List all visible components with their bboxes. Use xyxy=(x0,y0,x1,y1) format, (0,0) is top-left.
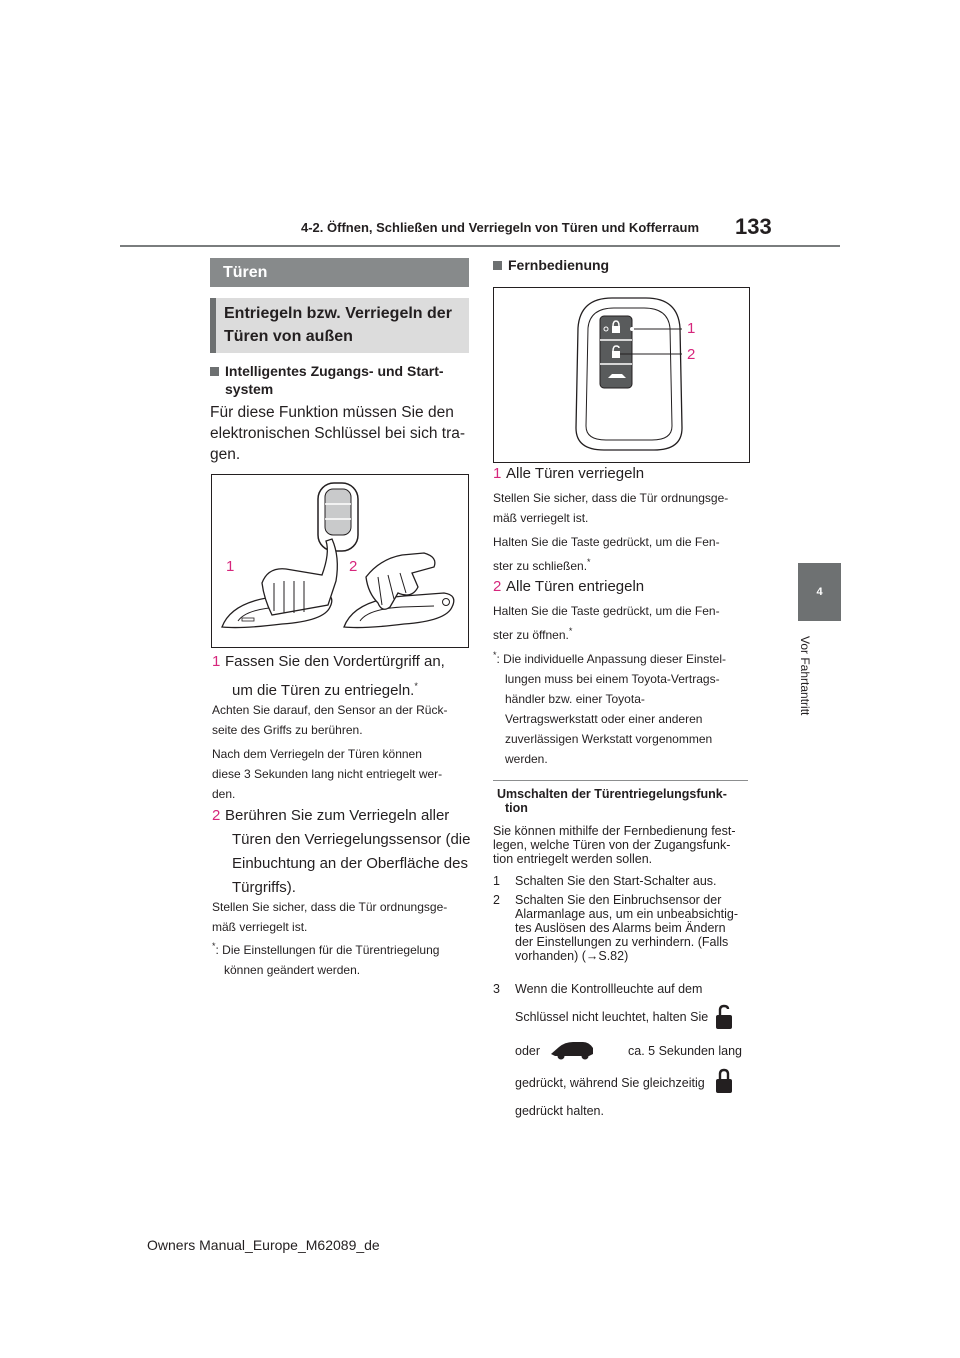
switch-heading xyxy=(493,787,755,815)
note-line: Achten Sie darauf, den Sensor an der Rück- xyxy=(212,703,448,717)
left-step-1-notes xyxy=(212,700,474,804)
note-line: Halten Sie die Taste gedrückt, um die Fen- xyxy=(493,535,720,549)
divider xyxy=(493,780,748,781)
step-text: Alarmanlage aus, um ein unbeabsichtig- xyxy=(515,907,739,921)
step-text: um die Türen zu entriegeln. xyxy=(232,682,415,699)
trunk-icon xyxy=(549,1038,595,1060)
step-text: Wenn die Kontrollleuchte auf dem xyxy=(515,982,703,996)
subheading-line2: system xyxy=(225,381,274,397)
step-text: der Einstellungen zu verhindern. (Falls xyxy=(515,935,729,949)
left-step-2 xyxy=(212,804,474,900)
footnote-line: werden. xyxy=(505,752,548,766)
step-number: 1 xyxy=(212,653,221,670)
chapter-title: 4-2. Öffnen, Schließen und Verriegeln von Türen und Kofferraum xyxy=(301,220,699,235)
step-text: Einbuchtung an der Oberfläche des xyxy=(232,855,468,872)
figure-label-1: 1 xyxy=(226,558,235,575)
step-number: 3 xyxy=(493,982,500,996)
left-step-2-notes xyxy=(212,897,474,937)
step-number: 1 xyxy=(493,874,500,888)
footnote-line: : Die Einstellungen für die Türentriegelung xyxy=(215,943,440,957)
step-text: Alle Türen entriegeln xyxy=(506,578,645,595)
fob-label-2: 2 xyxy=(687,346,696,363)
subsection-title xyxy=(210,298,469,353)
intro-line: gen. xyxy=(210,446,241,463)
footnote-line: : Die individuelle Anpassung dieser Einstel- xyxy=(496,652,726,666)
step-text: Berühren Sie zum Verriegeln aller xyxy=(225,807,450,824)
step-text: vorhanden) (→S.82) xyxy=(515,949,629,963)
switch-heading-line: Umschalten der Türentriegelungsfunk- xyxy=(497,787,727,801)
footnote-line: zuverlässigen Werkstatt vorgenommen xyxy=(505,732,713,746)
intro-line: elektronischen Schlüssel bei sich tra- xyxy=(210,425,466,442)
note-line: mäß verriegelt ist. xyxy=(493,511,589,525)
chapter-tab[interactable]: 4 xyxy=(798,563,841,621)
footnote-marker: * xyxy=(568,626,573,636)
note-line: seite des Griffs zu berühren. xyxy=(212,723,363,737)
step-text: Schlüssel nicht leuchtet, halten Sie xyxy=(515,1010,709,1024)
intro-line: Sie können mithilfe der Fernbedienung fest- xyxy=(493,824,736,838)
step-number: 2 xyxy=(493,578,502,595)
switch-heading-line: tion xyxy=(505,801,528,815)
footnote-line: lungen muss bei einem Toyota-Vertrags- xyxy=(505,672,720,686)
step-text: gedrückt, während Sie gleichzeitig xyxy=(515,1076,705,1090)
switch-intro xyxy=(493,824,755,866)
header-rule xyxy=(120,245,840,247)
footnote-marker: * xyxy=(587,557,591,567)
switch-step-3 xyxy=(493,982,755,1118)
note-line: Halten Sie die Taste gedrückt, um die Fen- xyxy=(493,604,720,618)
subheading-line1: Intelligentes Zugangs- und Start- xyxy=(225,363,444,379)
left-footnote xyxy=(212,936,474,980)
step-number: 2 xyxy=(493,893,500,907)
chapter-tab-label: Vor Fahrtantritt xyxy=(798,636,812,716)
subheading-text: Fernbedienung xyxy=(508,257,610,273)
step-number: 1 xyxy=(493,465,502,482)
section-title: Türen xyxy=(210,258,469,287)
unlock-icon xyxy=(715,1004,733,1030)
step-text: Schalten Sie den Einbruchsensor der xyxy=(515,893,722,907)
footnote-marker: * xyxy=(493,650,497,660)
intro-paragraph xyxy=(210,402,472,465)
step-text: tes Auslösen des Alarms beim Ändern xyxy=(515,921,726,935)
footnote-line: händler bzw. einer Toyota- xyxy=(505,692,645,706)
note-line: ster zu schließen. xyxy=(493,559,588,573)
note-line: Stellen Sie sicher, dass die Tür ordnungsge- xyxy=(493,491,729,505)
note-line: diese 3 Sekunden lang nicht entriegelt wer- xyxy=(212,767,443,781)
left-step-1 xyxy=(212,650,474,703)
key-fob-illustration xyxy=(494,288,749,462)
figure-label-2: 2 xyxy=(349,558,358,575)
fob-label-1: 1 xyxy=(687,320,696,337)
square-bullet-icon xyxy=(493,261,502,270)
subheading-smart-entry xyxy=(210,362,472,398)
step-text: Türen den Verriegelungssensor (die xyxy=(232,831,471,848)
right-step-1-notes xyxy=(493,488,755,576)
note-line: Stellen Sie sicher, dass die Tür ordnungsge- xyxy=(212,900,448,914)
step-text: oder xyxy=(515,1044,541,1058)
door-handle-figure xyxy=(211,474,469,648)
footnote-marker: * xyxy=(212,941,216,951)
step-text: Schalten Sie den Start-Schalter aus. xyxy=(515,874,717,888)
intro-line: tion entriegelt werden sollen. xyxy=(493,852,653,866)
step-text: gedrückt halten. xyxy=(515,1104,604,1118)
right-step-1 xyxy=(493,462,755,486)
door-handle-illustration xyxy=(212,475,468,647)
page-number: 133 xyxy=(735,214,772,239)
step-number: 2 xyxy=(212,807,221,824)
footnote-line: Vertragswerkstatt oder einer anderen xyxy=(505,712,703,726)
note-line: ster zu öffnen. xyxy=(493,628,569,642)
subheading-remote xyxy=(493,256,755,274)
step-text: Türgriffs). xyxy=(232,879,296,896)
intro-line: legen, welche Türen von der Zugangsfunk- xyxy=(493,838,731,852)
footnote-marker: * xyxy=(414,681,418,691)
right-step-2-notes xyxy=(493,601,755,645)
right-footnote xyxy=(493,645,755,769)
subsection-title-line1: Entriegeln bzw. Verriegeln der xyxy=(224,305,452,322)
right-step-2 xyxy=(493,575,755,599)
square-bullet-icon xyxy=(210,367,219,376)
intro-line: Für diese Funktion müssen Sie den xyxy=(210,404,454,421)
note-line: den. xyxy=(212,787,236,801)
footnote-line: können geändert werden. xyxy=(224,963,361,977)
switch-step-1 xyxy=(493,874,755,888)
subsection-title-line2: Türen von außen xyxy=(224,328,353,345)
footer-text: Owners Manual_Europe_M62089_de xyxy=(147,1237,380,1253)
key-fob-figure xyxy=(493,287,750,463)
switch-step-2 xyxy=(493,893,755,963)
step-text: Alle Türen verriegeln xyxy=(506,465,645,482)
step-text: Fassen Sie den Vordertürgriff an, xyxy=(225,653,445,670)
lock-icon xyxy=(715,1068,733,1094)
step-text: ca. 5 Sekunden lang xyxy=(628,1044,742,1058)
note-line: mäß verriegelt ist. xyxy=(212,920,308,934)
note-line: Nach dem Verriegeln der Türen können xyxy=(212,747,422,761)
